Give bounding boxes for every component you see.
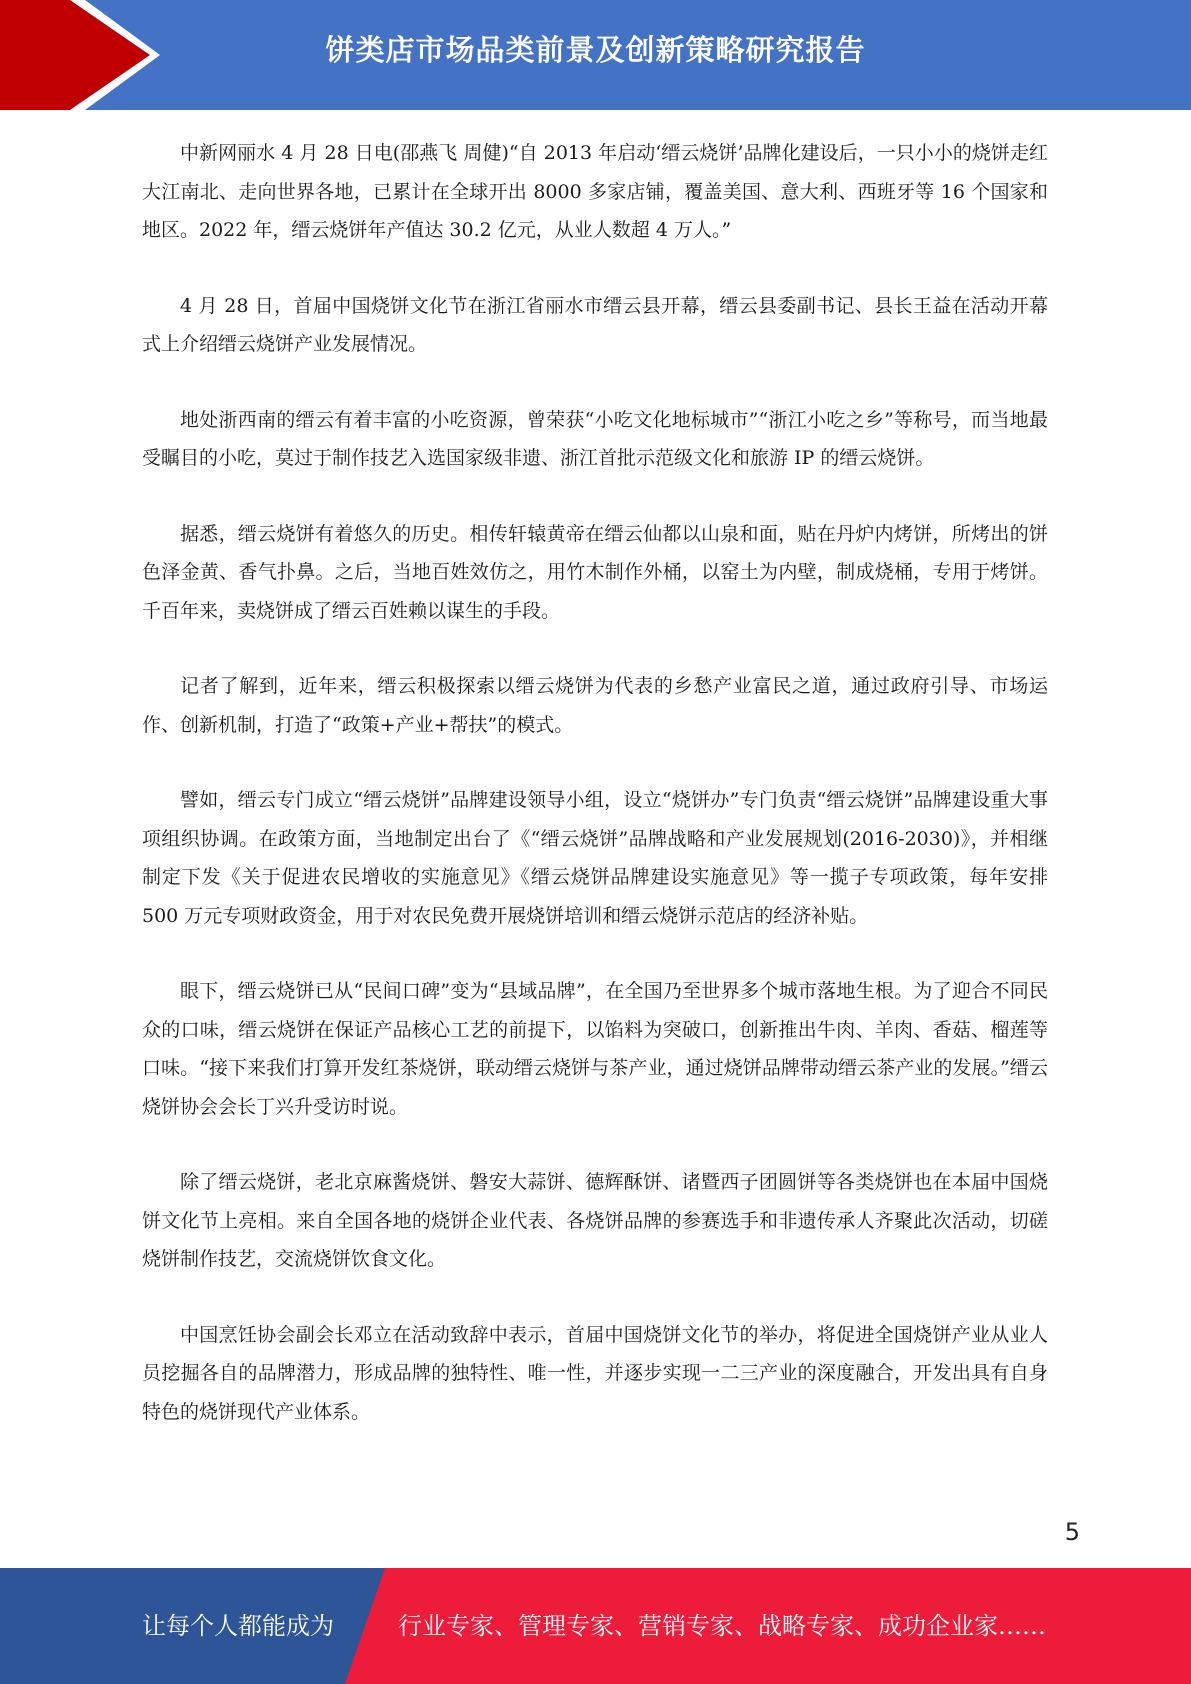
paragraph: 中国烹饪协会副会长邓立在活动致辞中表示，首届中国烧饼文化节的举办，将促进全国烧饼产业从业人员挖掘各自的品牌潜力，形成品牌的独特性、唯一性，并逐步实现一二三产业的深度融合，开发出具有自身特色的烧饼现代产业体系。 — [142, 1323, 1048, 1423]
article-body — [142, 134, 1048, 1468]
footer-slogan-left: 让每个人都能成为 — [142, 1612, 334, 1640]
page-header — [0, 0, 1191, 110]
report-title: 饼类店市场品类前景及创新策略研究报告 — [325, 33, 866, 67]
paragraph: 譬如，缙云专门成立“缙云烧饼”品牌建设领导小组，设立“烧饼办”专门负责“缙云烧饼”品牌建设重大事项组织协调。在政策方面，当地制定出台了《“缙云烧饼”品牌战略和产业发展规划(2016-2030)》，并相继制定下发《关于促进农民增收的实施意见》《缙云烧饼品牌建设实施意见》等一揽子专项政策，每年安排 500 万元专项财政资金，用于对农民免费开展烧饼培训和缙云烧饼示范店的经济补贴。 — [142, 789, 1048, 927]
paragraph: 眼下，缙云烧饼已从“民间口碑”变为“县域品牌”，在全国乃至世界多个城市落地生根。为了迎合不同民众的口味，缙云烧饼在保证产品核心工艺的前提下，以馅料为突破口，创新推出牛肉、羊肉、香菇、榴莲等口味。“接下来我们打算开发红茶烧饼，联动缙云烧饼与茶产业，通过烧饼品牌带动缙云茶产业的发展。”缙云烧饼协会会长丁兴升受访时说。 — [142, 980, 1048, 1118]
paragraph: 记者了解到，近年来，缙云积极探索以缙云烧饼为代表的乡愁产业富民之道，通过政府引导、市场运作、创新机制，打造了“政策+产业+帮扶”的模式。 — [142, 675, 1048, 736]
paragraph: 除了缙云烧饼，老北京麻酱烧饼、磐安大蒜饼、德辉酥饼、诸暨西子团圆饼等各类烧饼也在本届中国烧饼文化节上亮相。来自全国各地的烧饼企业代表、各烧饼品牌的参赛选手和非遗传承人齐聚此次活动，切磋烧饼制作技艺，交流烧饼饮食文化。 — [142, 1171, 1048, 1270]
footer-slogan-right: 行业专家、管理专家、营销专家、战略专家、成功企业家…… — [398, 1612, 1046, 1640]
paragraph: 中新网丽水 4 月 28 日电(邵燕飞 周健)“自 2013 年启动‘缙云烧饼’品牌化建设后，一只小小的烧饼走红大江南北、走向世界各地，已累计在全球开出 8000 多家店铺，覆盖美国、意大利、西班牙等 16 个国家和地区。2022 年，缙云烧饼年产值达 30.2 亿元，从业人数超 4 万人。” — [142, 142, 1048, 241]
page-footer — [0, 1568, 1191, 1684]
paragraph: 据悉，缙云烧饼有着悠久的历史。相传轩辕黄帝在缙云仙都以山泉和面，贴在丹炉内烤饼，所烤出的饼色泽金黄、香气扑鼻。之后，当地百姓效仿之，用竹木制作外桶，以窑土为内壁，制成烧桶，专用于烤饼。千百年来，卖烧饼成了缙云百姓赖以谋生的手段。 — [142, 522, 1048, 622]
page-number: 5 — [1064, 1518, 1080, 1546]
paragraph: 4 月 28 日，首届中国烧饼文化节在浙江省丽水市缙云县开幕，缙云县委副书记、县长王益在活动开幕式上介绍缙云烧饼产业发展情况。 — [142, 294, 1048, 355]
paragraph: 地处浙西南的缙云有着丰富的小吃资源，曾荣获“小吃文化地标城市”“浙江小吃之乡”等称号，而当地最受瞩目的小吃，莫过于制作技艺入选国家级非遗、浙江首批示范级文化和旅游 IP 的缙云烧饼。 — [142, 408, 1048, 469]
